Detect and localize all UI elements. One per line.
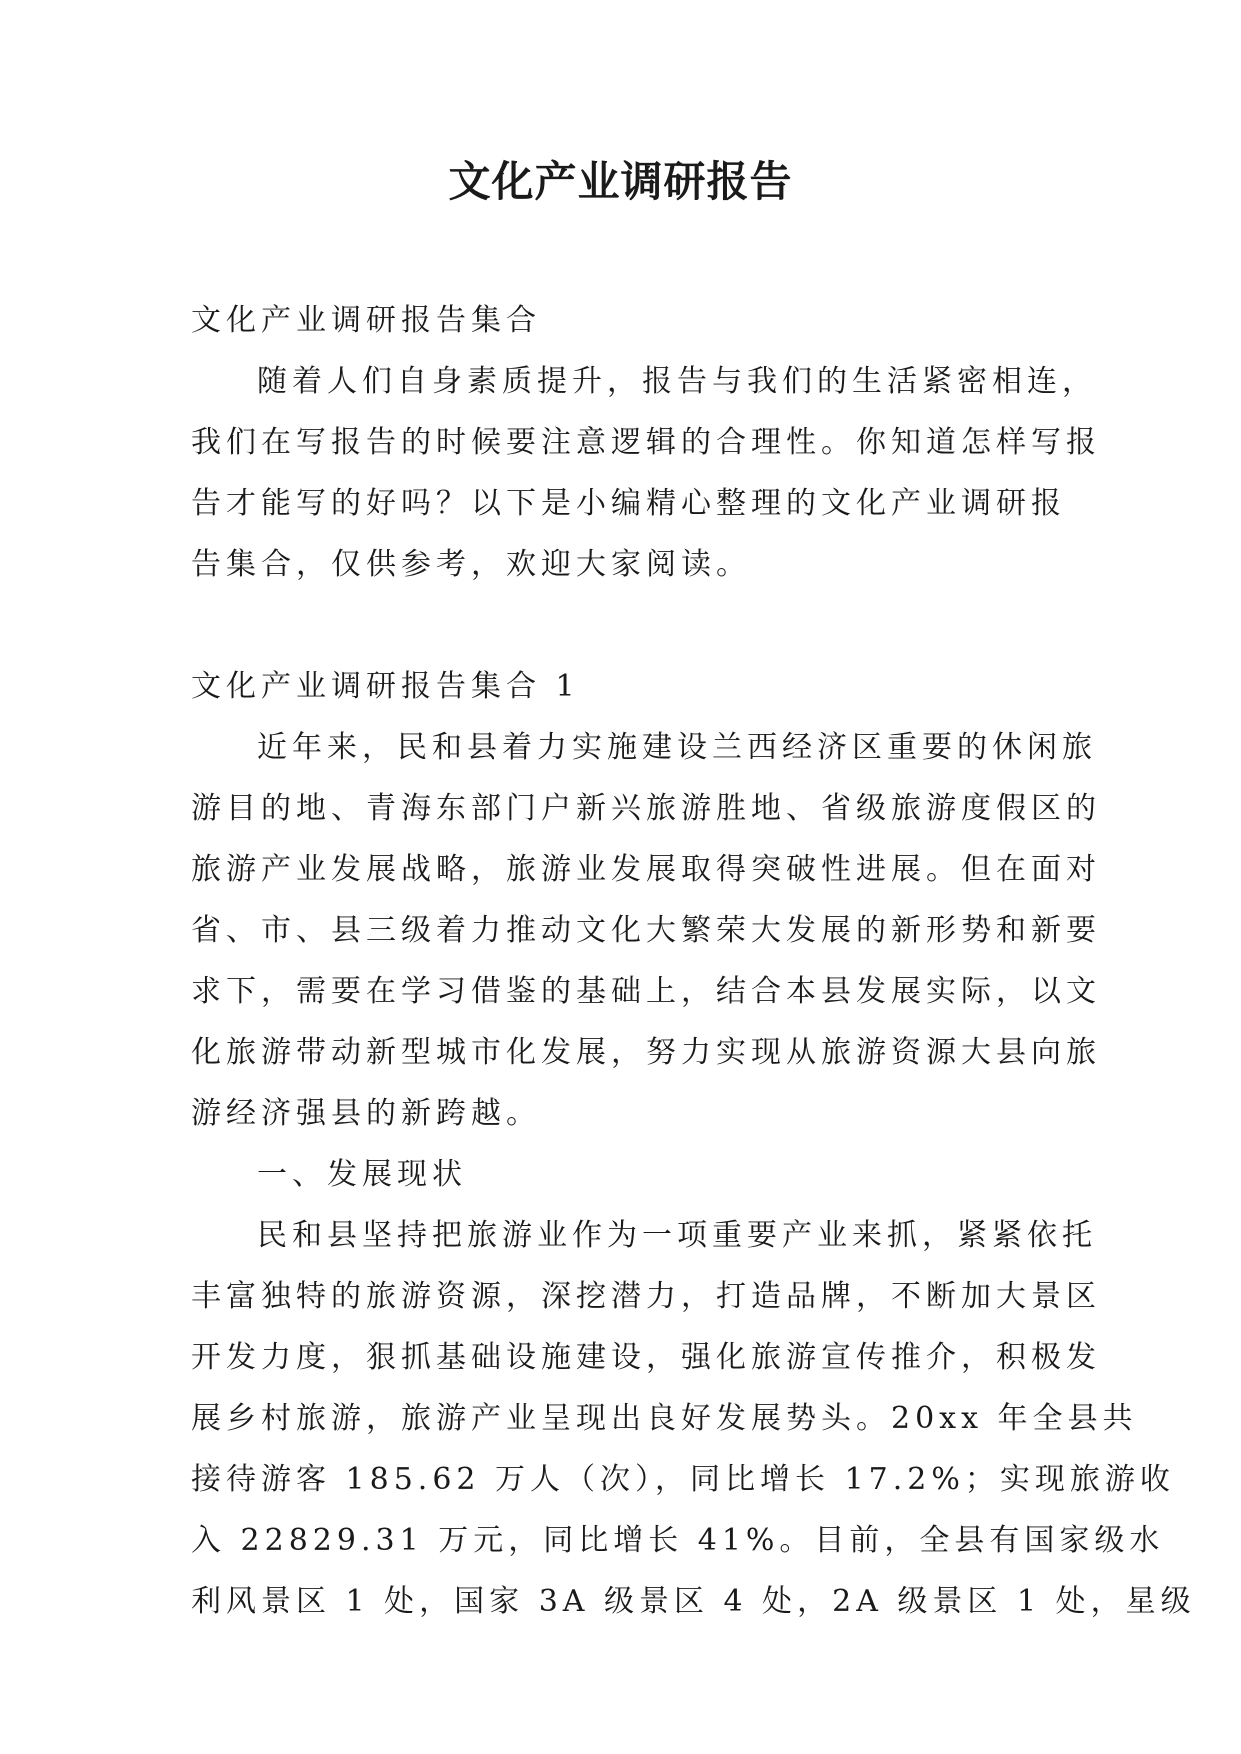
body-paragraph-line: 展乡村旅游，旅游产业呈现出良好发展势头。20xx 年全县共 [191,1401,1138,1436]
body-paragraph-line: 旅游产业发展战略，旅游业发展取得突破性进展。但在面对 [191,852,1101,887]
body-paragraph-line: 求下，需要在学习借鉴的基础上，结合本县发展实际，以文 [191,974,1101,1009]
section-heading-collection-1: 文化产业调研报告集合 1 [191,669,580,704]
body-paragraph-line: 开发力度，狠抓基础设施建设，强化旅游宣传推介，积极发 [191,1340,1101,1375]
document-body [191,290,1196,1632]
body-paragraph-line: 省、市、县三级着力推动文化大繁荣大发展的新形势和新要 [191,913,1101,948]
body-paragraph-line: 丰富独特的旅游资源，深挖潜力，打造品牌，不断加大景区 [191,1279,1101,1314]
intro-paragraph-line: 告才能写的好吗？以下是小编精心整理的文化产业调研报 [191,486,1066,521]
section-heading-collection: 文化产业调研报告集合 [191,303,541,338]
intro-paragraph-line: 随着人们自身素质提升，报告与我们的生活紧密相连， [257,364,1097,399]
body-paragraph-line: 入 22829.31 万元，同比增长 41%。目前，全县有国家级水 [191,1523,1165,1558]
body-paragraph-line: 游经济强县的新跨越。 [191,1096,541,1131]
intro-paragraph-line: 告集合，仅供参考，欢迎大家阅读。 [191,547,751,582]
body-paragraph-line: 化旅游带动新型城市化发展，努力实现从旅游资源大县向旅 [191,1035,1101,1070]
intro-paragraph-line: 我们在写报告的时候要注意逻辑的合理性。你知道怎样写报 [191,425,1101,460]
body-paragraph-line: 利风景区 1 处，国家 3A 级景区 4 处，2A 级景区 1 处，星级 [191,1584,1196,1619]
body-paragraph-line: 近年来，民和县着力实施建设兰西经济区重要的休闲旅 [257,730,1097,765]
body-paragraph-line: 民和县坚持把旅游业作为一项重要产业来抓，紧紧依托 [257,1218,1097,1253]
paragraph-spacer [191,595,1061,656]
body-paragraph-line: 接待游客 185.62 万人（次），同比增长 17.2%；实现旅游收 [191,1462,1175,1497]
body-paragraph-line: 游目的地、青海东部门户新兴旅游胜地、省级旅游度假区的 [191,791,1101,826]
subsection-heading-status: 一、发展现状 [257,1157,467,1192]
document-title: 文化产业调研报告 [448,157,793,206]
